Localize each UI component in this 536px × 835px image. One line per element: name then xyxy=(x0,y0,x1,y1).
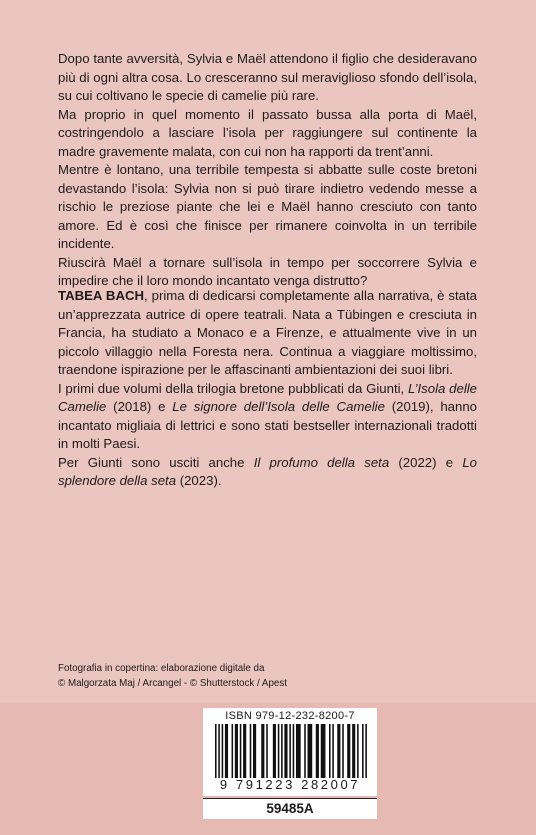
barcode-bar xyxy=(352,724,355,778)
barcode-bar xyxy=(253,724,256,778)
credits-line: Fotografia in copertina: elaborazione digitale da xyxy=(58,663,265,674)
book-title: Lo splendore della seta xyxy=(58,454,477,488)
barcode-bar xyxy=(250,724,252,778)
barcode-bar xyxy=(225,724,228,778)
barcode-bar xyxy=(284,724,287,778)
book-title: Il profumo della seta xyxy=(253,454,390,470)
photo-credits xyxy=(58,662,358,691)
barcode-digits: 9 791223 282007 xyxy=(219,777,361,792)
author-name: TABEA BACH xyxy=(58,288,145,303)
barcode-bar xyxy=(218,724,220,778)
bio-text: (2018) e xyxy=(106,399,173,414)
barcode-bar xyxy=(362,724,364,778)
barcode-bar xyxy=(308,724,313,778)
isbn-label: ISBN 979-12-232-8200-7 xyxy=(225,710,355,722)
bio-paragraph xyxy=(58,380,477,454)
barcode-bar xyxy=(222,724,224,778)
barcode-bars xyxy=(215,724,367,778)
product-code: 59485A xyxy=(203,798,377,819)
synopsis-paragraph: Dopo tante avversità, Sylvia e Maël attendono il figlio che desideravano più di ogni altra cosa. Lo cresceranno sul meraviglioso sfondo dell’isola, su cui coltivano le specie di camelie più rare. xyxy=(58,51,477,103)
bio-text: Per Giunti sono usciti anche xyxy=(58,454,254,470)
barcode-bar xyxy=(289,724,291,778)
bio-paragraph xyxy=(58,454,477,491)
author-bio xyxy=(58,287,477,491)
barcode-bar xyxy=(316,724,319,778)
barcode-bar xyxy=(321,724,326,778)
bio-text: I primi due volumi della trilogia bretone pubblicati da Giunti, xyxy=(58,380,408,396)
barcode-bar xyxy=(329,724,331,778)
barcode-bar xyxy=(347,724,350,778)
barcode-bar xyxy=(278,724,280,778)
bio-text: (2023). xyxy=(176,473,222,488)
barcode-bar xyxy=(261,724,264,778)
barcode-bar xyxy=(293,724,295,778)
bio-paragraph xyxy=(58,287,477,380)
barcode-bar xyxy=(296,724,301,778)
barcode-bar xyxy=(266,724,268,778)
barcode-bar xyxy=(235,724,238,778)
barcode-bar xyxy=(357,724,359,778)
isbn-barcode xyxy=(203,708,377,796)
barcode-bar xyxy=(281,724,283,778)
barcode-bar xyxy=(240,724,242,778)
barcode-bar xyxy=(332,724,334,778)
bio-text: (2022) e xyxy=(389,454,463,470)
book-title: L’Isola delle Camelie xyxy=(58,380,478,414)
synopsis-paragraph: Riuscirà Maël a tornare sull’isola in tempo per soccorrere Sylvia e impedire che il loro mondo incantato venga distrutto? xyxy=(58,254,477,288)
barcode-bar xyxy=(365,724,367,778)
barcode-bar xyxy=(243,724,246,778)
barcode-bar xyxy=(337,724,340,778)
barcode-bar xyxy=(304,724,306,778)
synopsis-paragraph: Ma proprio in quel momento il passato bussa alla porta di Maël, costringendolo a lasciare l’isola per raggiungere sul continente la madre gravemente malata, con cui non ha rapporti da trent’anni. xyxy=(58,106,477,159)
barcode-bar xyxy=(215,724,217,778)
bio-text: (2019), hanno incantato migliaia di lettrici e sono stati bestseller internazionali tradotti in molti Paesi. xyxy=(58,399,477,451)
book-title: Le signore dell’Isola delle Camelie xyxy=(172,399,385,414)
synopsis-paragraph: Mentre è lontano, una terribile tempesta si abbatte sulle coste bretoni devastando l’isola: Sylvia non si può tirare indietro vedendo messe a rischio le preziose piante che lei e Maël hanno cresciuto con tanto amore. Ed è così che finisce per rimanere coinvolta in un terribile incidente. xyxy=(58,162,477,251)
barcode-bar xyxy=(232,724,234,778)
barcode-bar xyxy=(342,724,344,778)
bio-text: , prima di dedicarsi completamente alla narrativa, è stata un’apprezzata autrice di opere teatrali. Nata a Tübingen e cresciuta in Francia, ha studiato a Monaco e a Firenze, e attualmente vive in un piccolo villaggio nella Foresta nera. Continua a viaggiare moltissimo, traendone ispirazione per le affascinanti ambientazioni dei suoi libri. xyxy=(58,288,477,377)
credits-line: © Malgorzata Maj / Arcangel - © Shutterstock / Apest xyxy=(58,677,287,689)
barcode-bar xyxy=(273,724,276,778)
synopsis xyxy=(58,50,477,291)
